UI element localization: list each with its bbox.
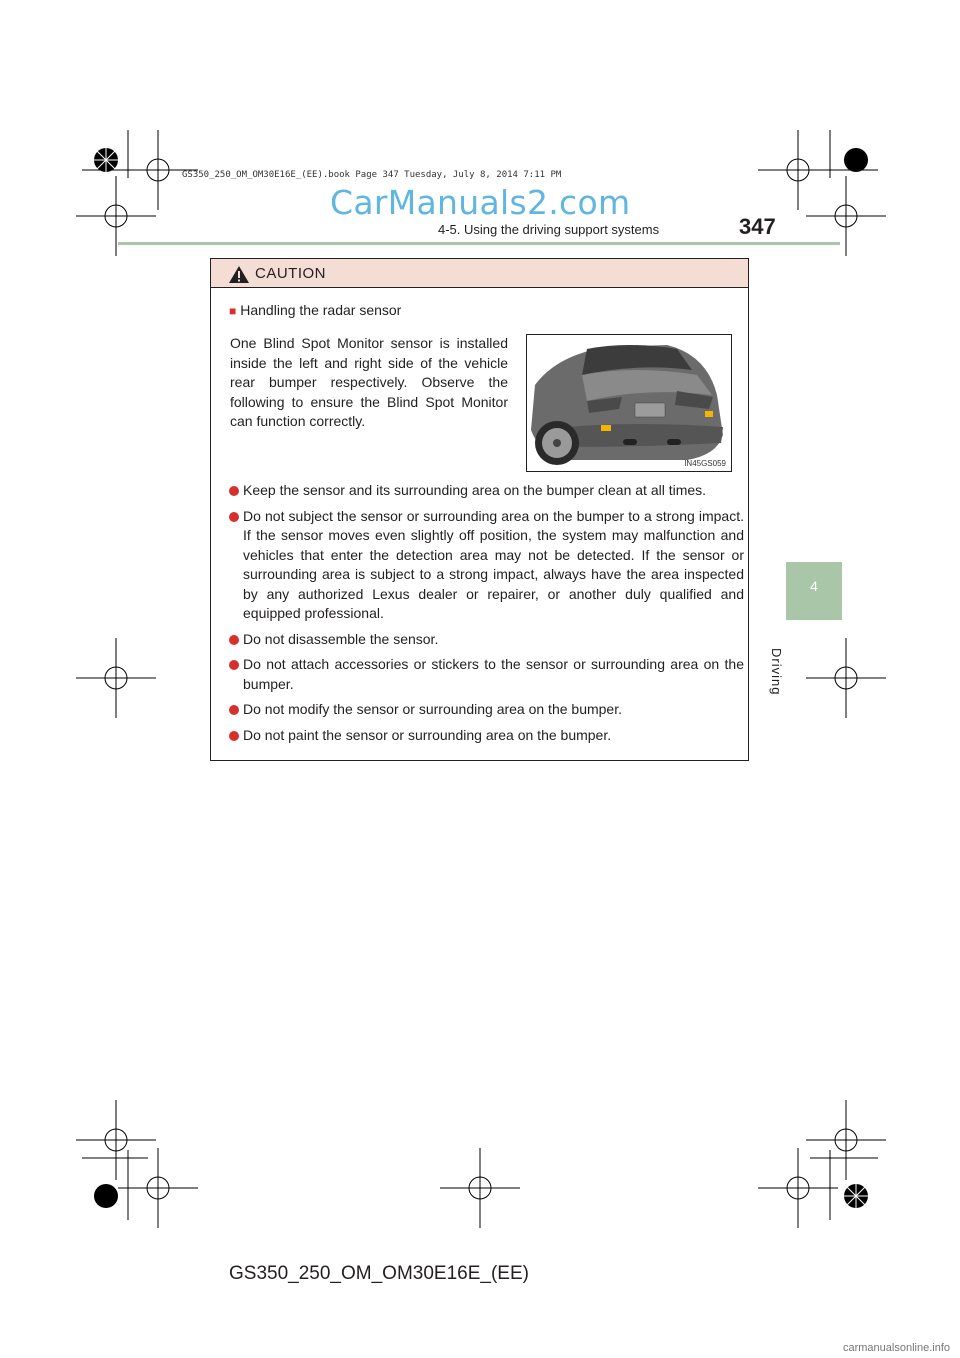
figure-code: IN45GS059	[684, 459, 726, 468]
bullet-dot-icon	[229, 635, 239, 645]
intro-paragraph: One Blind Spot Monitor sensor is installed inside the left and right side of the vehicle rear bumper respectively. Observe the following to ensure the Blind Spot Monitor can function correctly.	[230, 335, 508, 429]
chapter-tab	[786, 562, 842, 620]
list-item: Do not attach accessories or stickers to the sensor or surrounding area on the bumper.	[229, 655, 744, 694]
header-rule	[118, 242, 840, 245]
watermark[interactable]: carmanualsonline.info	[842, 1342, 950, 1354]
caution-bullet-list	[229, 481, 744, 751]
bullet-dot-icon	[229, 512, 239, 522]
bullet-dot-icon	[229, 486, 239, 496]
site-logo[interactable]: CarManuals2.com	[330, 183, 631, 222]
chapter-number: 4	[810, 578, 818, 594]
caution-box	[210, 258, 749, 761]
bullet-dot-icon	[229, 660, 239, 670]
square-bullet-icon: ■	[229, 304, 237, 318]
chapter-label	[770, 620, 814, 700]
bullet-dot-icon	[229, 705, 239, 715]
bullet-dot-icon	[229, 731, 239, 741]
list-item: Do not subject the sensor or surrounding area on the bumper to a strong impact. If the sensor moves even slightly off position, the system may malfunction and vehicles that enter the detection area may not be detected. If the sensor or surrounding area is subject to a strong impact, always have the area inspected by any authorized Lexus dealer or repairer, or another duly qualified and equipped professional.	[229, 507, 744, 624]
list-item: Do not modify the sensor or surrounding area on the bumper.	[229, 700, 744, 720]
list-item: Do not disassemble the sensor.	[229, 630, 744, 650]
list-item: Do not paint the sensor or surrounding area on the bumper.	[229, 726, 744, 746]
warning-triangle-icon	[228, 265, 250, 284]
caution-subheading	[229, 302, 401, 318]
caution-header	[211, 259, 748, 288]
rear-bumper-illustration	[526, 334, 732, 472]
car-rear-icon	[527, 335, 732, 472]
subheading-text: Handling the radar sensor	[240, 302, 402, 318]
file-info-line: GS350_250_OM_OM30E16E_(EE).book Page 347 Tuesday, July 8, 2014 7:11 PM	[182, 170, 562, 180]
page-number: 347	[739, 214, 776, 239]
caution-title: CAUTION	[255, 265, 326, 282]
footer-document-id: GS350_250_OM_OM30E16E_(EE)	[229, 1263, 529, 1284]
chapter-label-text: Driving	[769, 648, 784, 696]
list-item: Keep the sensor and its surrounding area on the bumper clean at all times.	[229, 481, 744, 501]
section-title: 4-5. Using the driving support systems	[438, 222, 660, 237]
